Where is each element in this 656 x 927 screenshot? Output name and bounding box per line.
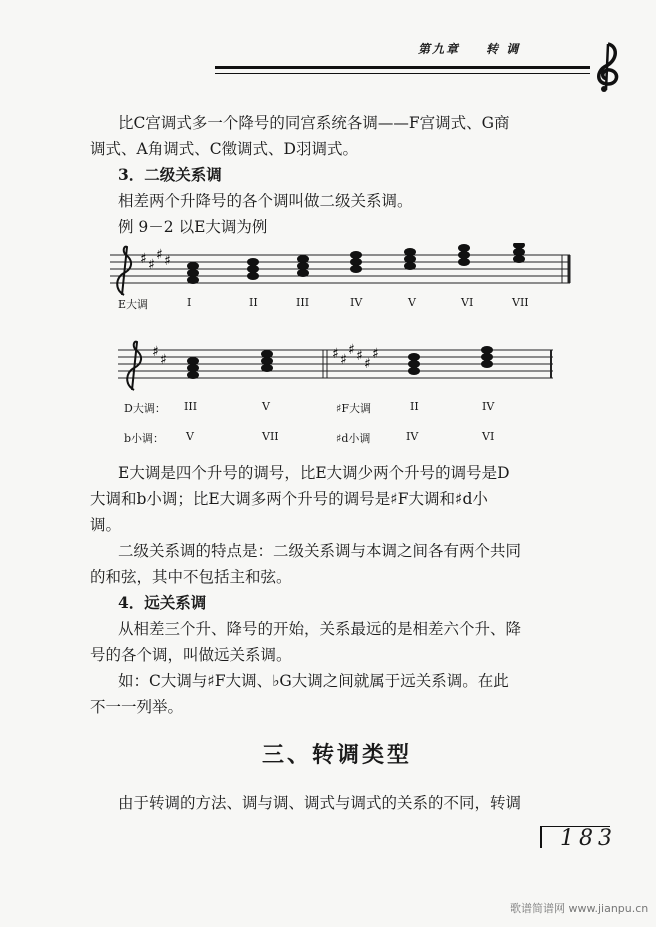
paragraph-line: E大调是四个升号的调号，比E大调少两个升号的调号是D	[118, 464, 510, 482]
roman-numeral: V	[262, 400, 270, 413]
sharp-icon: ♯	[364, 356, 371, 372]
paragraph-line: 从相差三个升、降号的开始，关系最远的是相差六个升、降	[118, 620, 522, 638]
header-rule-thin	[215, 73, 590, 74]
header-rule	[215, 66, 590, 69]
roman-numeral: III	[296, 296, 310, 309]
chapter-section-heading: 三、转调类型	[262, 742, 413, 768]
roman-numeral: II	[410, 400, 419, 413]
roman-numeral: VII	[512, 296, 529, 309]
sharp-icon: ♯	[372, 346, 379, 362]
running-header	[418, 40, 520, 57]
treble-clef-icon	[127, 342, 141, 390]
treble-clef-icon	[117, 247, 131, 295]
sharp-icon: ♯	[332, 346, 339, 362]
paragraph-line: 大调和b小调；比E大调多两个升号的调号是♯F大调和♯d小	[90, 490, 488, 508]
paragraph-line: 由于转调的方法、调与调、调式与调式的关系的不同，转调	[118, 794, 522, 812]
sharp-icon: ♯	[356, 348, 363, 364]
roman-numeral: V	[408, 296, 416, 309]
chapter-label: 第九章	[418, 42, 461, 56]
paragraph-line: 相差两个升降号的各个调叫做二级关系调。	[118, 192, 413, 210]
roman-numeral: IV	[406, 430, 419, 443]
roman-numeral: II	[249, 296, 258, 309]
roman-numeral: I	[187, 296, 192, 309]
page-number-bracket	[540, 826, 542, 848]
roman-numeral: VII	[262, 430, 279, 443]
paragraph-line: 不一一列举。	[90, 698, 184, 716]
chords	[187, 243, 525, 284]
treble-clef-icon	[588, 40, 628, 92]
paragraph-line: 的和弦，其中不包括主和弦。	[90, 568, 292, 586]
staff-key-label: ♯F大调	[336, 402, 371, 415]
paragraph-line: 调式、A角调式、C徵调式、D羽调式。	[90, 140, 358, 158]
section-heading: 3．二级关系调	[118, 165, 222, 184]
staff-key-label: ♯d小调	[336, 432, 371, 445]
section-heading: 4．远关系调	[118, 593, 207, 612]
page-number: 183	[560, 826, 617, 851]
sharp-icon: ♯	[348, 342, 355, 358]
roman-numeral: VI	[482, 430, 495, 443]
staff-key-label: b小调：	[124, 432, 165, 445]
roman-numeral: IV	[350, 296, 363, 309]
staff-key-label: E大调	[118, 298, 149, 311]
paragraph-line: 如：C大调与♯F大调、♭G大调之间就属于远关系调。在此	[118, 672, 509, 690]
sharp-icon: ♯	[140, 251, 147, 267]
staff-key-label: D大调：	[124, 402, 166, 415]
music-staff-comparison	[118, 338, 558, 398]
roman-numeral: V	[186, 430, 194, 443]
paragraph-line: 二级关系调的特点是：二级关系调与本调之间各有两个共同	[118, 542, 522, 560]
music-staff-e-major	[110, 243, 580, 303]
paragraph-line: 号的各个调，叫做远关系调。	[90, 646, 292, 664]
sharp-icon: ♯	[160, 352, 167, 368]
chapter-title: 转 调	[486, 42, 521, 56]
sharp-icon: ♯	[152, 344, 159, 360]
sharp-icon: ♯	[340, 352, 347, 368]
paragraph-line: 比C宫调式多一个降号的同宫系统各调——F宫调式、G商	[118, 114, 510, 132]
example-caption: 例 9－2 以E大调为例	[118, 218, 268, 236]
sharp-icon: ♯	[156, 247, 163, 263]
roman-numeral: III	[184, 400, 198, 413]
sharp-icon: ♯	[148, 257, 155, 273]
roman-numeral: IV	[482, 400, 495, 413]
watermark: 歌谱简谱网 www.jianpu.cn	[510, 902, 649, 915]
sharp-icon: ♯	[164, 253, 171, 269]
roman-numeral: VI	[461, 296, 474, 309]
paragraph-line: 调。	[90, 516, 122, 534]
